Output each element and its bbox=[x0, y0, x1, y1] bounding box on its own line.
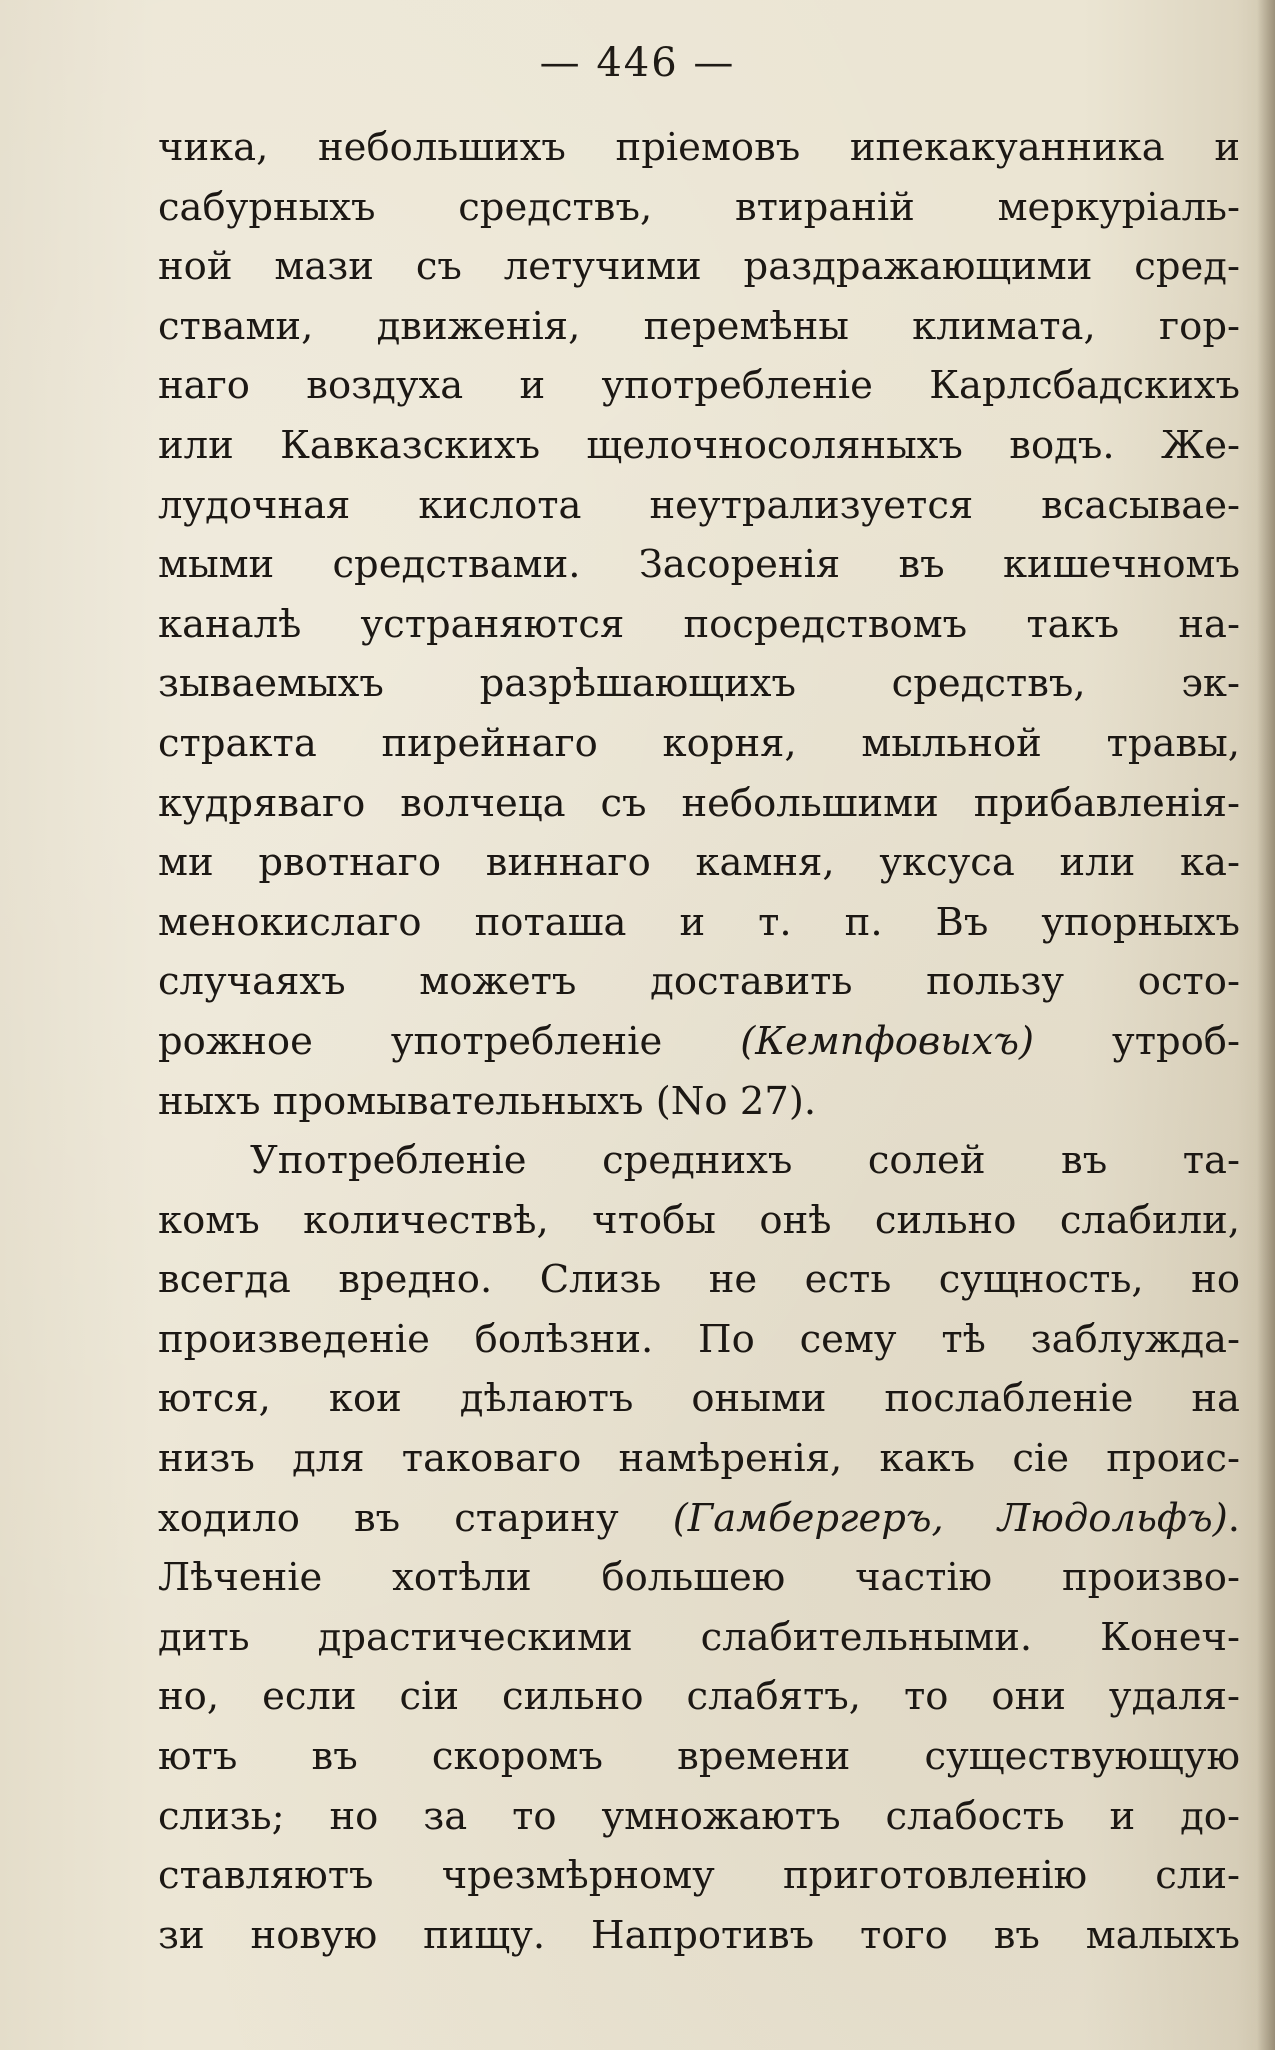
text-segment: . bbox=[1227, 1495, 1240, 1541]
text-line: Лѣченіе хотѣли большею частію произво- bbox=[158, 1555, 1240, 1601]
text-line: наго воздуха и употребленіе Карлсбадскихъ bbox=[158, 363, 1240, 409]
text-line bbox=[158, 1012, 1240, 1072]
text-line: ми рвотнаго виннаго камня, уксуса или ка- bbox=[158, 840, 1240, 886]
text-line: ныхъ промывательныхъ (No 27). bbox=[158, 1078, 817, 1124]
text-line: всегда вредно. Слизь не есть сущность, но bbox=[158, 1257, 1240, 1303]
text-line: ствами, движенія, перемѣны климата, гор- bbox=[158, 303, 1240, 349]
text-line: кудряваго волчеца съ небольшими прибавленія- bbox=[158, 780, 1240, 826]
text-segment: рожное употребленіе bbox=[158, 1018, 741, 1064]
body-text bbox=[158, 118, 1240, 1965]
text-line: но, если сіи сильно слабятъ, то они удаля- bbox=[158, 1674, 1240, 1720]
text-line: лудочная кислота неутрализуется всасывае- bbox=[158, 482, 1240, 528]
text-line: произведеніе болѣзни. По сему тѣ заблужда- bbox=[158, 1316, 1240, 1362]
text-line: ной мази съ летучими раздражающими сред- bbox=[158, 244, 1240, 290]
text-line: слизь; но за то умножаютъ слабость и до- bbox=[158, 1793, 1240, 1839]
italic-citation: (Кемпфовыхъ) bbox=[740, 1018, 1035, 1064]
text-line: сабурныхъ средствъ, втираній меркуріаль- bbox=[158, 184, 1240, 230]
text-line: мыми средствами. Засоренія въ кишечномъ bbox=[158, 542, 1240, 588]
text-line: каналѣ устраняются посредствомъ такъ на- bbox=[158, 601, 1240, 647]
text-line: Употребленіе среднихъ солей въ та- bbox=[250, 1138, 1240, 1184]
text-line bbox=[158, 1489, 1240, 1549]
text-line: зываемыхъ разрѣшающихъ средствъ, эк- bbox=[158, 661, 1240, 707]
text-line: ютъ въ скоромъ времени существующую bbox=[158, 1734, 1240, 1780]
text-line: ются, кои дѣлаютъ оными послабленіе на bbox=[158, 1376, 1240, 1422]
text-line: стракта пирейнаго корня, мыльной травы, bbox=[158, 720, 1240, 766]
page-number: — 446 — bbox=[539, 40, 736, 86]
text-line: зи новую пищу. Напротивъ того въ малыхъ bbox=[158, 1912, 1240, 1958]
italic-citation: (Гамбергеръ, Людольфъ) bbox=[672, 1495, 1228, 1541]
text-line: комъ количествѣ, чтобы онѣ сильно слабили, bbox=[158, 1197, 1240, 1243]
text-line: случаяхъ можетъ доставить пользу осто- bbox=[158, 959, 1240, 1005]
text-line: ставляютъ чрезмѣрному приготовленію сли- bbox=[158, 1853, 1240, 1899]
text-line: менокислаго поташа и т. п. Въ упорныхъ bbox=[158, 899, 1240, 945]
text-line: дить драстическими слабительными. Конеч- bbox=[158, 1614, 1240, 1660]
text-segment: ходило въ старину bbox=[158, 1495, 673, 1541]
page-spine-shadow bbox=[1257, 0, 1275, 2050]
text-line: низъ для таковаго намѣренія, какъ сіе проис- bbox=[158, 1436, 1240, 1482]
text-line: или Кавказскихъ щелочносоляныхъ водъ. Же- bbox=[158, 422, 1240, 468]
text-segment: утроб- bbox=[1034, 1018, 1240, 1064]
text-line: чика, небольшихъ пріемовъ ипекакуанника и bbox=[158, 125, 1240, 170]
